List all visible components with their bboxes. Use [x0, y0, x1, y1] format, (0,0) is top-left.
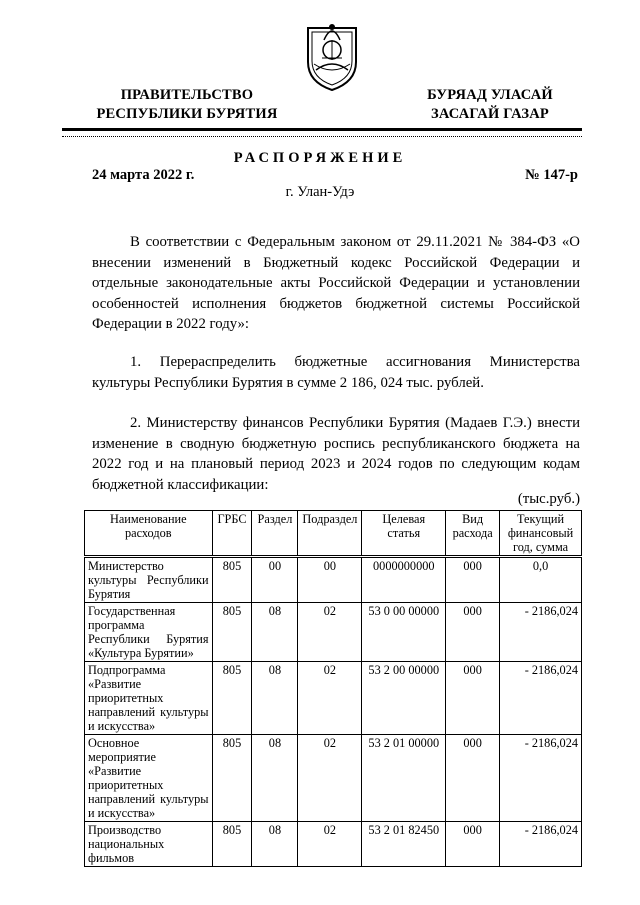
intro-paragraph: В соответствии с Федеральным законом от 29.11.2021 № 384-ФЗ «О внесении изменений в Бюджетный кодекс Российской Федерации и отдельные законодательные акты Российской Федерации и установлении особенностей исполнения бюджетов бюджетной системы Российской Федерации в 2022 году»:	[92, 234, 580, 332]
row-podrazdel: 02	[298, 822, 362, 867]
row-razdel: 08	[252, 735, 298, 822]
row-podrazdel: 02	[298, 735, 362, 822]
table-row	[85, 603, 582, 662]
row-vid: 000	[446, 735, 500, 822]
header-name: Наименование расходов	[85, 511, 213, 557]
row-podrazdel: 00	[298, 557, 362, 603]
row-name: Основное мероприятие «Развитие приоритетных направлений культуры и искусства»	[85, 735, 213, 822]
row-razdel: 08	[252, 662, 298, 735]
item-2-paragraph: 2. Министерству финансов Республики Бурятия (Мадаев Г.Э.) внести изменение в сводную бюджетную роспись республиканского бюджета на 2022 год и на плановый период 2023 и 2024 годов по следующим кодам бюджетной классификации:	[92, 415, 580, 493]
coat-of-arms-icon	[302, 18, 362, 94]
table-row	[85, 662, 582, 735]
row-vid: 000	[446, 662, 500, 735]
table-row	[85, 557, 582, 603]
row-podrazdel: 02	[298, 662, 362, 735]
document-number: № 147-р	[525, 167, 578, 183]
row-sum: - 2186,024	[500, 603, 582, 662]
org-name-ru-line1: ПРАВИТЕЛЬСТВО	[120, 87, 254, 103]
row-grbs: 805	[212, 603, 252, 662]
row-podrazdel: 02	[298, 603, 362, 662]
row-vid: 000	[446, 822, 500, 867]
row-name: Министерство культуры Республики Бурятия	[85, 557, 213, 603]
header-rule	[62, 128, 582, 131]
row-name: Подпрограмма «Развитие приоритетных направлений культуры и искусства»	[85, 662, 213, 735]
header-razdel: Раздел	[252, 511, 298, 557]
item-1-paragraph: 1. Перераспределить бюджетные ассигнования Министерства культуры Республики Бурятия в сумме 2 186, 024 тыс. рублей.	[92, 354, 580, 391]
row-article: 53 2 00 00000	[362, 662, 446, 735]
budget-table	[84, 510, 582, 867]
table-header-row	[85, 511, 582, 557]
org-name-bua	[400, 86, 580, 124]
header-dotted-rule	[62, 136, 582, 137]
row-grbs: 805	[212, 662, 252, 735]
row-sum: - 2186,024	[500, 822, 582, 867]
org-name-bua-line1: БУРЯАД УЛАСАЙ	[427, 87, 553, 103]
row-article: 0000000000	[362, 557, 446, 603]
header-article: Целевая статья	[362, 511, 446, 557]
row-name: Государственная программа Республики Бурятия «Культура Бурятии»	[85, 603, 213, 662]
row-vid: 000	[446, 557, 500, 603]
org-name-ru-line2: РЕСПУБЛИКИ БУРЯТИЯ	[96, 106, 278, 122]
table-row	[85, 735, 582, 822]
org-name-ru	[84, 86, 290, 124]
document-date: 24 марта 2022 г.	[92, 167, 195, 183]
row-sum: 0,0	[500, 557, 582, 603]
row-sum: - 2186,024	[500, 662, 582, 735]
org-name-bua-line2: ЗАСАГАЙ ГАЗАР	[431, 106, 549, 122]
header-grbs: ГРБС	[212, 511, 252, 557]
row-razdel: 00	[252, 557, 298, 603]
row-sum: - 2186,024	[500, 735, 582, 822]
row-article: 53 0 00 00000	[362, 603, 446, 662]
row-grbs: 805	[212, 557, 252, 603]
header-vid: Вид расхода	[446, 511, 500, 557]
row-grbs: 805	[212, 822, 252, 867]
row-name: Производство национальных фильмов	[85, 822, 213, 867]
row-article: 53 2 01 82450	[362, 822, 446, 867]
row-grbs: 805	[212, 735, 252, 822]
row-razdel: 08	[252, 822, 298, 867]
row-article: 53 2 01 00000	[362, 735, 446, 822]
table-units: (тыс.руб.)	[517, 491, 580, 507]
table-row	[85, 822, 582, 867]
header-podrazdel: Подраздел	[298, 511, 362, 557]
header-sum: Текущий финансовый год, сумма	[500, 511, 582, 557]
document-city: г. Улан-Удэ	[285, 184, 355, 200]
document-type: РАСПОРЯЖЕНИЕ	[233, 150, 407, 166]
row-razdel: 08	[252, 603, 298, 662]
row-vid: 000	[446, 603, 500, 662]
